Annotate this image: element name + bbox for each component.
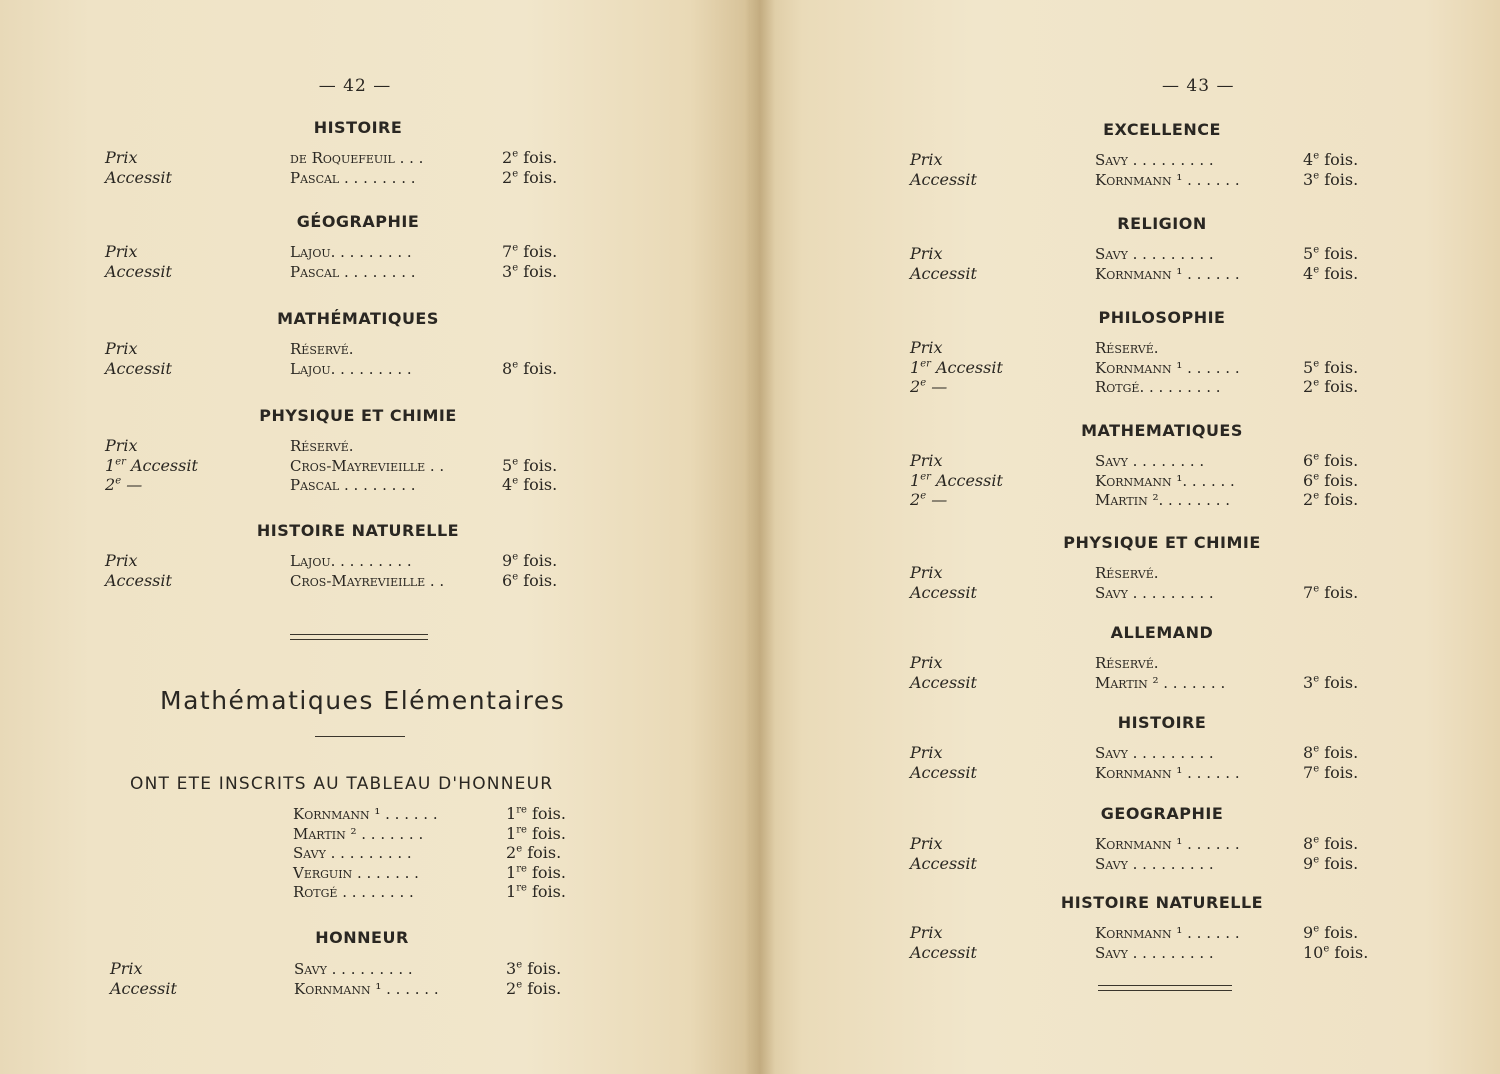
- pupil-name: Savy . . . . . . . . .: [1095, 943, 1214, 962]
- times-count: [506, 843, 561, 862]
- pupil-name: Lajou. . . . . . . . .: [290, 552, 412, 570]
- times-suffix: fois.: [1329, 942, 1369, 962]
- award-label: Prix: [910, 451, 943, 470]
- times-ordinal: 5e: [1303, 244, 1320, 263]
- times-ordinal: 2e: [506, 978, 523, 998]
- times-suffix: fois.: [522, 978, 562, 998]
- times-ordinal: 1re: [506, 882, 527, 901]
- times-suffix: fois.: [526, 804, 566, 823]
- times-count: [1303, 170, 1358, 189]
- section-heading: PHYSIQUE ET CHIMIE: [1063, 533, 1261, 552]
- times-suffix: fois.: [518, 167, 558, 187]
- times-ordinal: 4e: [1303, 263, 1320, 283]
- pupil-name: Martin ². . . . . . . .: [1095, 491, 1231, 509]
- pupil-name: Pascal . . . . . . . .: [290, 476, 416, 494]
- times-count: [1303, 923, 1358, 942]
- honour-roll-heading: ONT ETE INSCRITS AU TABLEAU D'HONNEUR: [130, 774, 554, 794]
- times-suffix: fois.: [1319, 451, 1359, 470]
- times-suffix: fois.: [526, 823, 566, 843]
- pupil-name: Lajou. . . . . . . . .: [290, 243, 412, 261]
- times-suffix: fois.: [518, 570, 558, 590]
- times-ordinal: 10e: [1303, 942, 1330, 962]
- times-ordinal: 6e: [1303, 451, 1320, 470]
- times-count: [1303, 834, 1358, 853]
- pupil-name: Savy . . . . . . . . .: [1095, 583, 1214, 602]
- times-ordinal: 1re: [506, 804, 527, 823]
- award-label: Prix: [910, 923, 943, 942]
- award-label: Prix: [105, 551, 138, 570]
- section-heading: EXCELLENCE: [1103, 120, 1221, 139]
- times-suffix: fois.: [1319, 150, 1359, 169]
- times-ordinal: 5e: [1303, 357, 1320, 377]
- times-suffix: fois.: [518, 148, 558, 167]
- times-suffix: fois.: [1319, 853, 1359, 873]
- times-suffix: fois.: [522, 959, 562, 978]
- award-label: Prix: [105, 242, 138, 261]
- times-ordinal: 9e: [1303, 853, 1320, 873]
- times-suffix: fois.: [518, 551, 558, 570]
- times-count: [1303, 471, 1358, 490]
- award-label: Accessit: [105, 358, 172, 378]
- page-number: — 42 —: [318, 76, 392, 96]
- section-heading: MATHÉMATIQUES: [277, 309, 439, 328]
- times-suffix: fois.: [1319, 490, 1359, 509]
- section-heading: RELIGION: [1117, 214, 1207, 233]
- award-label: Accessit: [105, 570, 172, 590]
- times-ordinal: 8e: [1303, 834, 1320, 853]
- pupil-name: Réservé.: [1095, 654, 1159, 672]
- pupil-name: Cros-Mayrevieille . .: [290, 571, 445, 590]
- times-ordinal: 9e: [502, 551, 519, 570]
- section-heading: GEOGRAPHIE: [1100, 804, 1224, 823]
- times-ordinal: 8e: [1303, 743, 1320, 762]
- times-count: [506, 824, 566, 843]
- times-count: [506, 863, 566, 882]
- award-label: Accessit: [910, 263, 977, 283]
- times-ordinal: 3e: [1303, 672, 1320, 692]
- page-43: — 43 — EXCELLENCE Prix Savy . . . . . . . . . 4e fois. Accessit Kornmann ¹ . . . . . . 3e fois. RELIGION Prix Savy . . . . . . . . . 5e fois. Accessit Kornmann ¹ . . . . . . 4e fois. PHILOSOPHIE Prix Réservé. 1er Accessit Kornmann ¹ . . . . . . 5e fois. 2e — Rotgé. . . . . . . . . 2e fois. MATHEMATIQUES Prix Savy . . . . . . . . 6e fois. 1er Accessit Kornmann ¹. . . . . . 6e fois. 2e — Martin ². . . . . . . . 2e fois. PHYSIQUE ET CHIMIE Prix Réservé. Accessit Savy . . . . . . . . . 7e fois. ALLEMAND Prix Réservé. Accessit Martin ² . . . . . . . 3e fois. HISTOIRE Prix Savy . . . . . . . . . 8e fois. Accessit Kornmann ¹ . . . . . . 7e fois. GEOGRAPHIE Prix Kornmann ¹ . . . . . . 8e fois. Accessit Savy . . . . . . . . . 9e fois. HISTOIRE NATURELLE Prix Kornmann ¹ . . . . . . 9e fois. Accessit Savy . . . . . . . . . 10e fois.: [750, 0, 1500, 1074]
- times-count: [1303, 150, 1358, 169]
- times-suffix: fois.: [522, 843, 562, 862]
- pupil-name: Savy . . . . . . . . .: [294, 960, 413, 978]
- times-ordinal: 2e: [1303, 377, 1320, 396]
- times-count: [502, 262, 557, 281]
- times-count: [506, 882, 566, 901]
- award-label: Accessit: [105, 167, 172, 187]
- section-heading: HISTOIRE: [1117, 713, 1207, 732]
- times-suffix: fois.: [1319, 834, 1359, 853]
- award-label: 2e —: [910, 377, 948, 396]
- times-count: [1303, 264, 1358, 283]
- times-count: [506, 979, 561, 998]
- times-ordinal: 6e: [1303, 470, 1320, 490]
- pupil-name: Savy . . . . . . . . .: [1095, 245, 1214, 263]
- award-label: Prix: [910, 563, 943, 582]
- times-ordinal: 1re: [506, 823, 527, 843]
- times-ordinal: 3e: [506, 959, 523, 978]
- pupil-name: Savy . . . . . . . . .: [1095, 854, 1214, 873]
- award-label: Accessit: [910, 582, 977, 602]
- award-label: 2e —: [910, 490, 948, 509]
- title-underline: [315, 736, 405, 737]
- award-label: 1er Accessit: [910, 357, 1003, 377]
- pupil-name: de Roquefeuil . . .: [290, 149, 424, 167]
- times-count: [506, 804, 566, 823]
- times-suffix: fois.: [1319, 357, 1359, 377]
- times-count: [502, 242, 557, 261]
- times-suffix: fois.: [1319, 244, 1359, 263]
- times-ordinal: 2e: [502, 148, 519, 167]
- times-suffix: fois.: [518, 242, 558, 261]
- award-label: Prix: [910, 653, 943, 672]
- times-ordinal: 7e: [1303, 582, 1320, 602]
- times-count: [1303, 358, 1358, 377]
- award-label: Accessit: [910, 853, 977, 873]
- times-suffix: fois.: [526, 882, 566, 901]
- award-label: Prix: [105, 339, 138, 358]
- honour-pupil-name: Savy . . . . . . . . .: [293, 844, 412, 862]
- times-count: [1303, 743, 1358, 762]
- times-count: [502, 551, 557, 570]
- times-count: [1303, 763, 1358, 782]
- honour-pupil-name: Rotgé . . . . . . . .: [293, 883, 414, 901]
- pupil-name: Kornmann ¹ . . . . . .: [294, 979, 439, 998]
- times-ordinal: 7e: [1303, 762, 1320, 782]
- pupil-name: Kornmann ¹. . . . . .: [1095, 471, 1235, 490]
- book-gutter: [745, 0, 775, 1074]
- end-rule: [1098, 985, 1232, 991]
- times-ordinal: 4e: [502, 475, 519, 494]
- times-count: [1303, 490, 1358, 509]
- section-heading: GÉOGRAPHIE: [296, 212, 420, 231]
- section-divider-rule: [290, 634, 428, 640]
- section-heading: HISTOIRE NATURELLE: [1060, 893, 1264, 912]
- times-ordinal: 4e: [1303, 150, 1320, 169]
- times-count: [506, 959, 561, 978]
- times-ordinal: 8e: [502, 358, 519, 378]
- award-label: Prix: [910, 150, 943, 169]
- award-label: Accessit: [110, 978, 177, 998]
- times-count: [502, 359, 557, 378]
- pupil-name: Réservé.: [1095, 339, 1159, 357]
- times-ordinal: 5e: [502, 455, 519, 475]
- pupil-name: Réservé.: [290, 340, 354, 358]
- times-ordinal: 9e: [1303, 923, 1320, 942]
- award-label: Accessit: [910, 942, 977, 962]
- pupil-name: Martin ² . . . . . . .: [1095, 673, 1226, 692]
- times-count: [1303, 244, 1358, 263]
- times-count: [1303, 377, 1358, 396]
- times-count: [1303, 451, 1358, 470]
- pupil-name: Kornmann ¹ . . . . . .: [1095, 358, 1240, 377]
- award-label: Prix: [105, 148, 138, 167]
- times-count: [1303, 673, 1358, 692]
- pupil-name: Kornmann ¹ . . . . . .: [1095, 835, 1240, 853]
- class-title: Mathématiques Elémentaires: [160, 686, 566, 715]
- pupil-name: Kornmann ¹ . . . . . .: [1095, 763, 1240, 782]
- pupil-name: Rotgé. . . . . . . . .: [1095, 378, 1221, 396]
- award-label: Accessit: [105, 261, 172, 281]
- times-suffix: fois.: [1319, 582, 1359, 602]
- award-label: 2e —: [105, 475, 143, 494]
- section-heading: HONNEUR: [315, 928, 409, 947]
- times-suffix: fois.: [1319, 377, 1359, 396]
- honour-pupil-name: Martin ² . . . . . . .: [293, 824, 424, 843]
- pupil-name: Kornmann ¹ . . . . . .: [1095, 170, 1240, 189]
- award-label: Prix: [105, 436, 138, 455]
- pupil-name: Lajou. . . . . . . . .: [290, 359, 412, 378]
- award-label: Prix: [910, 244, 943, 263]
- pupil-name: Cros-Mayrevieille . .: [290, 456, 445, 475]
- award-label: Prix: [910, 834, 943, 853]
- honour-pupil-name: Verguin . . . . . . .: [293, 863, 419, 882]
- times-count: [1303, 854, 1358, 873]
- times-suffix: fois.: [1319, 762, 1359, 782]
- pupil-name: Savy . . . . . . . . .: [1095, 151, 1214, 169]
- times-count: [1303, 943, 1368, 962]
- section-heading: HISTOIRE: [313, 118, 403, 137]
- times-ordinal: 7e: [502, 242, 519, 261]
- pupil-name: Savy . . . . . . . .: [1095, 452, 1205, 470]
- times-ordinal: 3e: [502, 261, 519, 281]
- times-count: [502, 571, 557, 590]
- times-ordinal: 6e: [502, 570, 519, 590]
- times-suffix: fois.: [518, 261, 558, 281]
- times-suffix: fois.: [1319, 169, 1359, 189]
- times-suffix: fois.: [518, 358, 558, 378]
- times-suffix: fois.: [1319, 470, 1359, 490]
- award-label: Prix: [910, 338, 943, 357]
- times-suffix: fois.: [1319, 743, 1359, 762]
- honour-pupil-name: Kornmann ¹ . . . . . .: [293, 805, 438, 823]
- times-ordinal: 1re: [506, 862, 527, 882]
- times-suffix: fois.: [1319, 923, 1359, 942]
- times-suffix: fois.: [518, 455, 558, 475]
- times-suffix: fois.: [526, 862, 566, 882]
- pupil-name: Pascal . . . . . . . .: [290, 262, 416, 281]
- award-label: 1er Accessit: [105, 455, 198, 475]
- pupil-name: Pascal . . . . . . . .: [290, 168, 416, 187]
- award-label: Prix: [110, 959, 143, 978]
- times-count: [502, 168, 557, 187]
- section-heading: MATHEMATIQUES: [1081, 421, 1243, 440]
- times-count: [1303, 583, 1358, 602]
- award-label: Accessit: [910, 672, 977, 692]
- award-label: Accessit: [910, 169, 977, 189]
- times-count: [502, 148, 557, 167]
- times-ordinal: 3e: [1303, 169, 1320, 189]
- times-suffix: fois.: [1319, 263, 1359, 283]
- section-heading: HISTOIRE NATURELLE: [256, 521, 460, 540]
- pupil-name: Savy . . . . . . . . .: [1095, 744, 1214, 762]
- times-ordinal: 2e: [1303, 490, 1320, 509]
- award-label: Prix: [910, 743, 943, 762]
- times-count: [502, 456, 557, 475]
- award-label: 1er Accessit: [910, 470, 1003, 490]
- times-suffix: fois.: [1319, 672, 1359, 692]
- pupil-name: Réservé.: [290, 437, 354, 455]
- pupil-name: Kornmann ¹ . . . . . .: [1095, 924, 1240, 942]
- section-heading: ALLEMAND: [1110, 623, 1214, 642]
- pupil-name: Réservé.: [1095, 564, 1159, 582]
- times-ordinal: 2e: [502, 167, 519, 187]
- award-label: Accessit: [910, 762, 977, 782]
- pupil-name: Kornmann ¹ . . . . . .: [1095, 264, 1240, 283]
- times-suffix: fois.: [518, 475, 558, 494]
- section-heading: PHYSIQUE ET CHIMIE: [259, 406, 457, 425]
- times-ordinal: 2e: [506, 843, 523, 862]
- section-heading: PHILOSOPHIE: [1098, 308, 1226, 327]
- times-count: [502, 475, 557, 494]
